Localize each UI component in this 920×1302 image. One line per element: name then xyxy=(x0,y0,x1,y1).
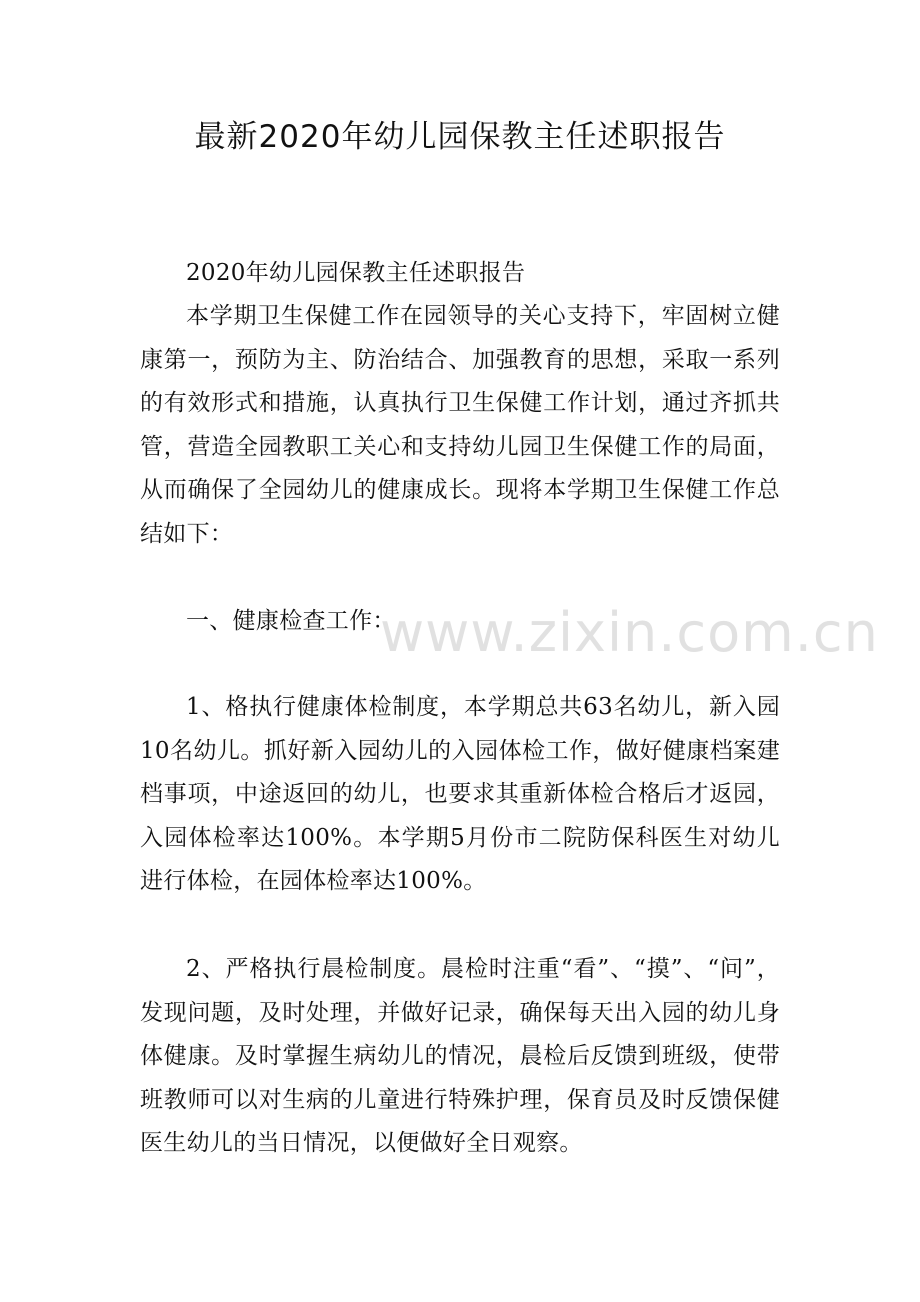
section-heading: 一、健康检查工作： xyxy=(186,608,396,634)
intro-paragraph: 本学期卫生保健工作在园领导的关心支持下，牢固树立健康第一，预防为主、防治结合、加强教育的思想，采取一系列的有效形式和措施，认真执行卫生保健工作计划，通过齐抓共管，营造全园教职工关心和支持幼儿园卫生保健工作的局面，从而确保了全园幼儿的健康成长。现将本学期卫生保健工作总结如下： xyxy=(140,303,780,547)
document-title: 最新2020年幼儿园保教主任述职报告 xyxy=(194,119,726,155)
list-item: 2、严格执行晨检制度。晨检时注重“看”、“摸”、“问”，发现问题，及时处理，并做好记录，确保每天出入园的幼儿身体健康。及时掌握生病幼儿的情况，晨检后反馈到班级，使带班教师可以对生病的儿童进行特殊护理，保育员及时反馈保健医生幼儿的当日情况，以便做好全日观察。 xyxy=(140,956,780,1156)
report-subtitle: 2020年幼儿园保教主任述职报告 xyxy=(186,260,526,286)
watermark: www.zixin.com.cn xyxy=(380,601,879,664)
list-item: 1、格执行健康体检制度，本学期总共63名幼儿，新入园10名幼儿。抓好新入园幼儿的入园体检工作，做好健康档案建档事项，中途返回的幼儿，也要求其重新体检合格后才返园，入园体检率达100%。本学期5月份市二院防保科医生对幼儿进行体检，在园体检率达100%。 xyxy=(140,694,780,894)
